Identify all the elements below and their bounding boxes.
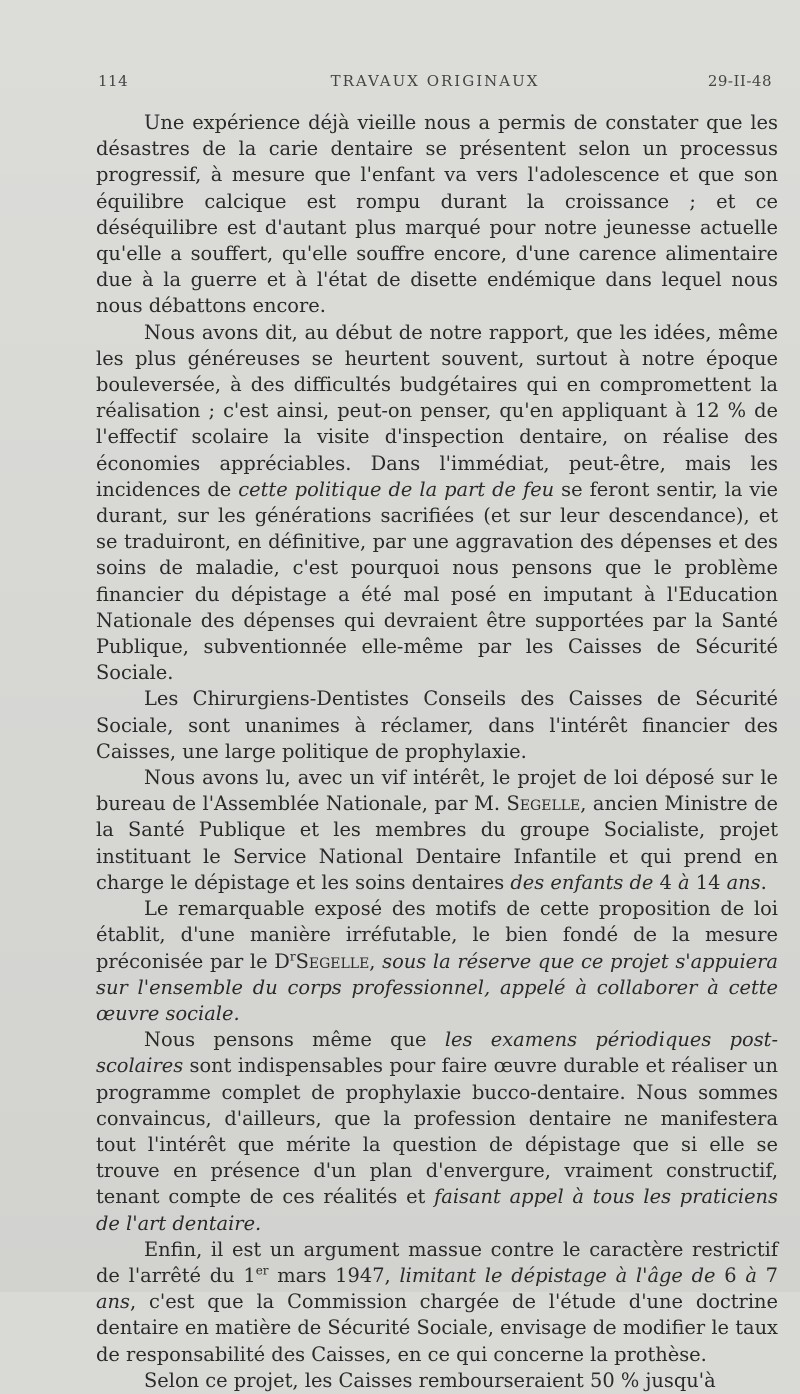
running-title: TRAVAUX ORIGINAUX	[330, 72, 540, 90]
paragraph	[96, 320, 778, 687]
italic-phrase: les examens périodiques post-scolaires	[96, 1028, 779, 1078]
italic-phrase: cette politique de la part de feu	[238, 477, 555, 501]
superscript: er	[255, 1263, 269, 1278]
italic-phrase: ans	[726, 870, 761, 894]
italic-phrase: sous la réserve que ce projet s'appuiera sur l'ensemble du corps professionnel, appelé à collaborer à cette œuvre sociale.	[96, 949, 778, 1025]
running-head	[98, 72, 772, 96]
italic-phrase: à	[745, 1263, 757, 1287]
paragraph	[96, 1237, 778, 1368]
paragraph-text: mars 1947,	[268, 1263, 400, 1287]
paragraph-text: 14	[689, 870, 727, 894]
paragraph	[96, 686, 778, 765]
paragraph-text: , c'est que la Commission chargée de l'étude d'une doctrine dentaire en matière de Sécurité Sociale, envisage de modifier le taux de responsabilité des Caisses, en ce qui concerne la prothèse.	[96, 1290, 778, 1366]
paragraph-text: Selon ce projet, les Caisses rembourseraient 50 % jusqu'à	[144, 1368, 716, 1392]
page-number: 114	[98, 72, 129, 90]
paragraph-text: sont indispensables pour faire œuvre durable et réaliser un programme complet de prophylaxie bucco-dentaire. Nous sommes convaincus, d'ailleurs, que la profession dentaire ne manifestera tout l'intérêt que mérite la question de dépistage que si elle se trouve en présence d'un plan d'envergure, vraiment constructif, tenant compte de ces réalités et	[96, 1054, 778, 1209]
italic-phrase: faisant appel à tous les praticiens de l'art dentaire.	[96, 1185, 778, 1235]
superscript: r	[289, 949, 296, 964]
paragraph-text: se feront sentir, la vie durant, sur les générations sacrifiées (et sur leur descendance), et se traduiront, en définitive, par une aggravation des dépenses et des soins de maladie, c'est pourquoi nous pensons que le problème financier du dépistage a été mal posé en imputant à l'Education Nationale des dépenses qui devraient être supportées par la Santé Publique, subventionnée elle-même par les Caisses de Sécurité Sociale.	[96, 477, 779, 685]
paragraph-text: Nous avons lu, avec un vif intérêt, le projet de loi déposé sur le bureau de l'Assemblée Nationale, par M.	[96, 766, 778, 816]
body-text	[96, 110, 778, 1394]
paragraph-text: Nous pensons même que	[144, 1028, 445, 1052]
paragraph-text: Le remarquable exposé des motifs de cette proposition de loi établit, d'une manière irréfutable, le bien fondé de la mesure préconisée par le D	[96, 897, 778, 973]
issue-date: 29-II-48	[707, 72, 772, 90]
paragraph-text: Nous avons dit, au début de notre rapport, que les idées, même les plus généreuses se heurtent souvent, surtout à notre époque bouleversée, à des difficultés budgétaires qui en compromettent la réalisation ; c'est ainsi, peut-on penser, qu'en appliquant à 12 % de l'effectif scolaire la visite d'inspection dentaire, on réalise des économies appréciables. Dans l'immédiat, peut-être, mais les incidences de	[96, 320, 778, 501]
paragraph-text: 4	[653, 870, 679, 894]
paragraph-text: 7	[756, 1263, 778, 1287]
paragraph	[96, 1368, 778, 1394]
paragraph	[96, 765, 778, 896]
author-name: Segelle	[295, 949, 370, 973]
paragraph-text: Une expérience déjà vieille nous a permis de constater que les désastres de la carie dentaire se présentent selon un processus progressif, à mesure que l'enfant va vers l'adolescence et que son équilibre calcique est rompu durant la croissance ; et ce déséquilibre est d'autant plus marqué pour notre jeunesse actuelle qu'elle a souffert, qu'elle souffre encore, d'une carence alimentaire due à la guerre et à l'état de disette endémique dans lequel nous nous débattons encore.	[96, 111, 778, 318]
paragraph-text: ,	[369, 949, 383, 973]
paragraph	[96, 1027, 778, 1237]
italic-phrase: des enfants de	[510, 870, 654, 894]
italic-phrase: limitant le dépistage à l'âge de	[399, 1263, 716, 1287]
italic-phrase: à	[678, 870, 690, 894]
paragraph-text: 6	[715, 1263, 746, 1287]
paragraph-text: Enfin, il est un argument massue contre le caractère restrictif de l'arrêté du 1	[96, 1237, 778, 1287]
paragraph-text: Les Chirurgiens-Dentistes Conseils des Caisses de Sécurité Sociale, sont unanimes à réclamer, dans l'intérêt financier des Caisses, une large politique de prophylaxie.	[96, 687, 778, 763]
italic-phrase: ans	[96, 1290, 130, 1314]
paragraph-text: , ancien Ministre de la Santé Publique et les membres du groupe Socialiste, projet instituant le Service National Dentaire Infantile et qui prend en charge le dépistage et les soins dentaires	[96, 792, 778, 894]
author-name: Segelle	[506, 792, 581, 816]
paragraph	[96, 110, 778, 320]
paragraph-text: .	[760, 870, 767, 894]
paragraph	[96, 896, 778, 1027]
